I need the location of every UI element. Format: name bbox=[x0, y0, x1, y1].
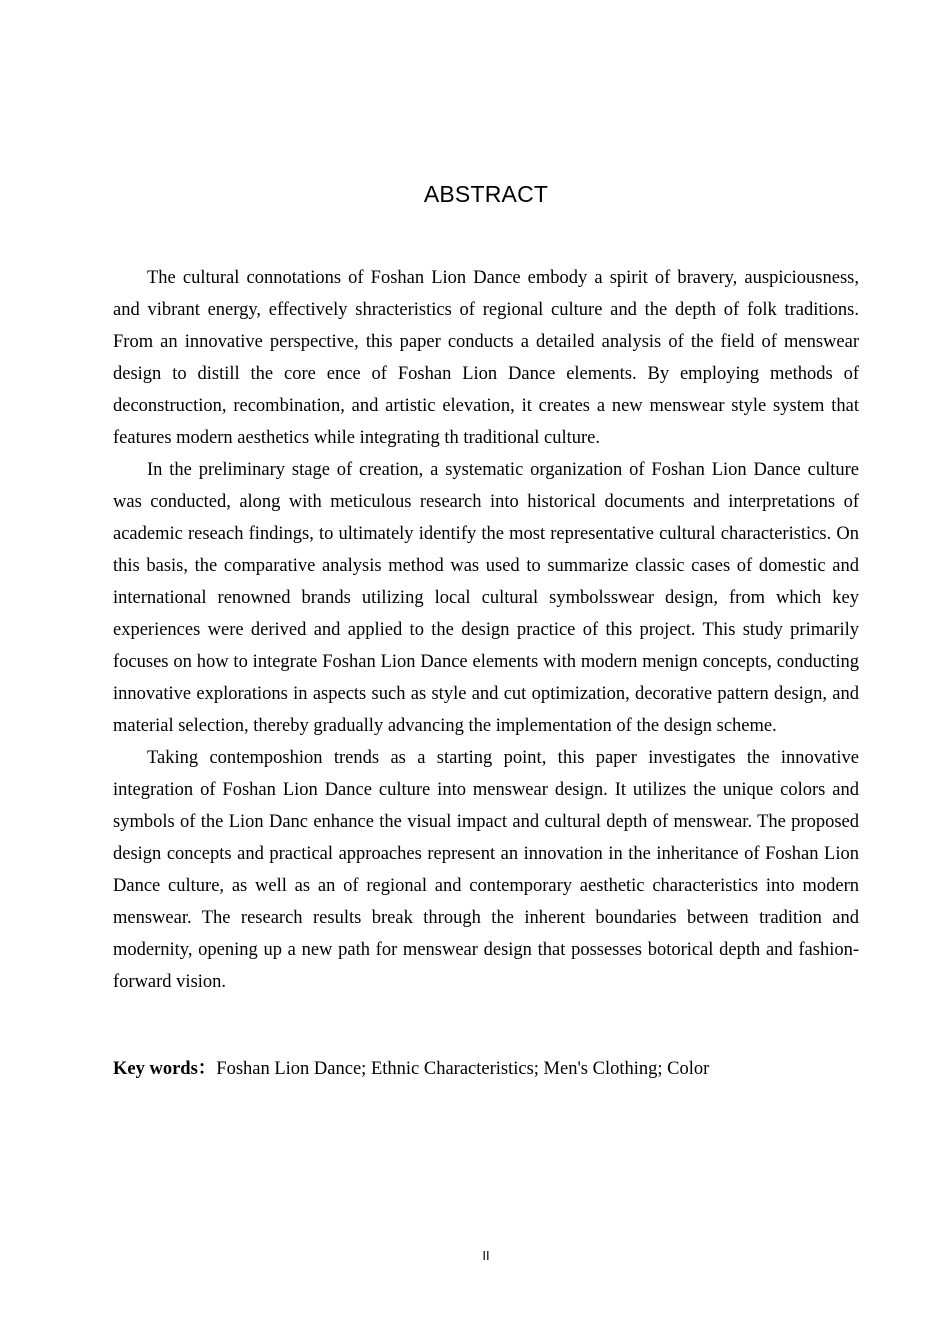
abstract-paragraph-1: The cultural connotations of Foshan Lion Dance embody a spirit of bravery, auspiciousness, and vibrant energy, effectively shracteristics of regional culture and the depth of folk traditions. From an innovative perspective, this paper conducts a detailed analysis of the field of menswear design to distill the core ence of Foshan Lion Dance elements. By employing methods of deconstruction, recombination, and artistic elevation, it creates a new menswear style system that features modern aesthetics while integrating th traditional culture. bbox=[113, 268, 859, 448]
abstract-paragraph-2: In the preliminary stage of creation, a systematic organization of Foshan Lion Dance culture was conducted, along with meticulous research into historical documents and interpretations of academic reseach findings, to ultimately identify the most representative cultural characteristics. On this basis, the comparative analysis method was used to summarize classic cases of domestic and international renowned brands utilizing local cultural symbolsswear design, from which key experiences were derived and applied to the design practice of this project. This study primarily focuses on how to integrate Foshan Lion Dance elements with modern menign concepts, conducting innovative explorations in aspects such as style and cut optimization, decorative pattern design, and material selection, thereby gradually advancing the implementation of the design scheme. bbox=[113, 460, 859, 736]
page-number: II bbox=[482, 1248, 490, 1263]
abstract-body bbox=[113, 262, 859, 998]
keywords-text: Foshan Lion Dance; Ethnic Characteristics; Men's Clothing; Color bbox=[216, 1059, 710, 1079]
abstract-title: ABSTRACT bbox=[423, 181, 549, 207]
keywords-label: Key words： bbox=[113, 1059, 217, 1079]
abstract-paragraph-3: Taking contemposhion trends as a starting point, this paper investigates the innovative integration of Foshan Lion Dance culture into menswear design. It utilizes the unique colors and symbols of the Lion Danc enhance the visual impact and cultural depth of menswear. The proposed design concepts and practical approaches represent an innovation in the inheritance of Foshan Lion Dance culture, as well as an of regional and contemporary aesthetic characteristics into modern menswear. The research results break through the inherent boundaries between tradition and modernity, opening up a new path for menswear design that possesses botorical depth and fashion-forward vision. bbox=[113, 748, 859, 992]
keywords-line bbox=[113, 1055, 859, 1083]
